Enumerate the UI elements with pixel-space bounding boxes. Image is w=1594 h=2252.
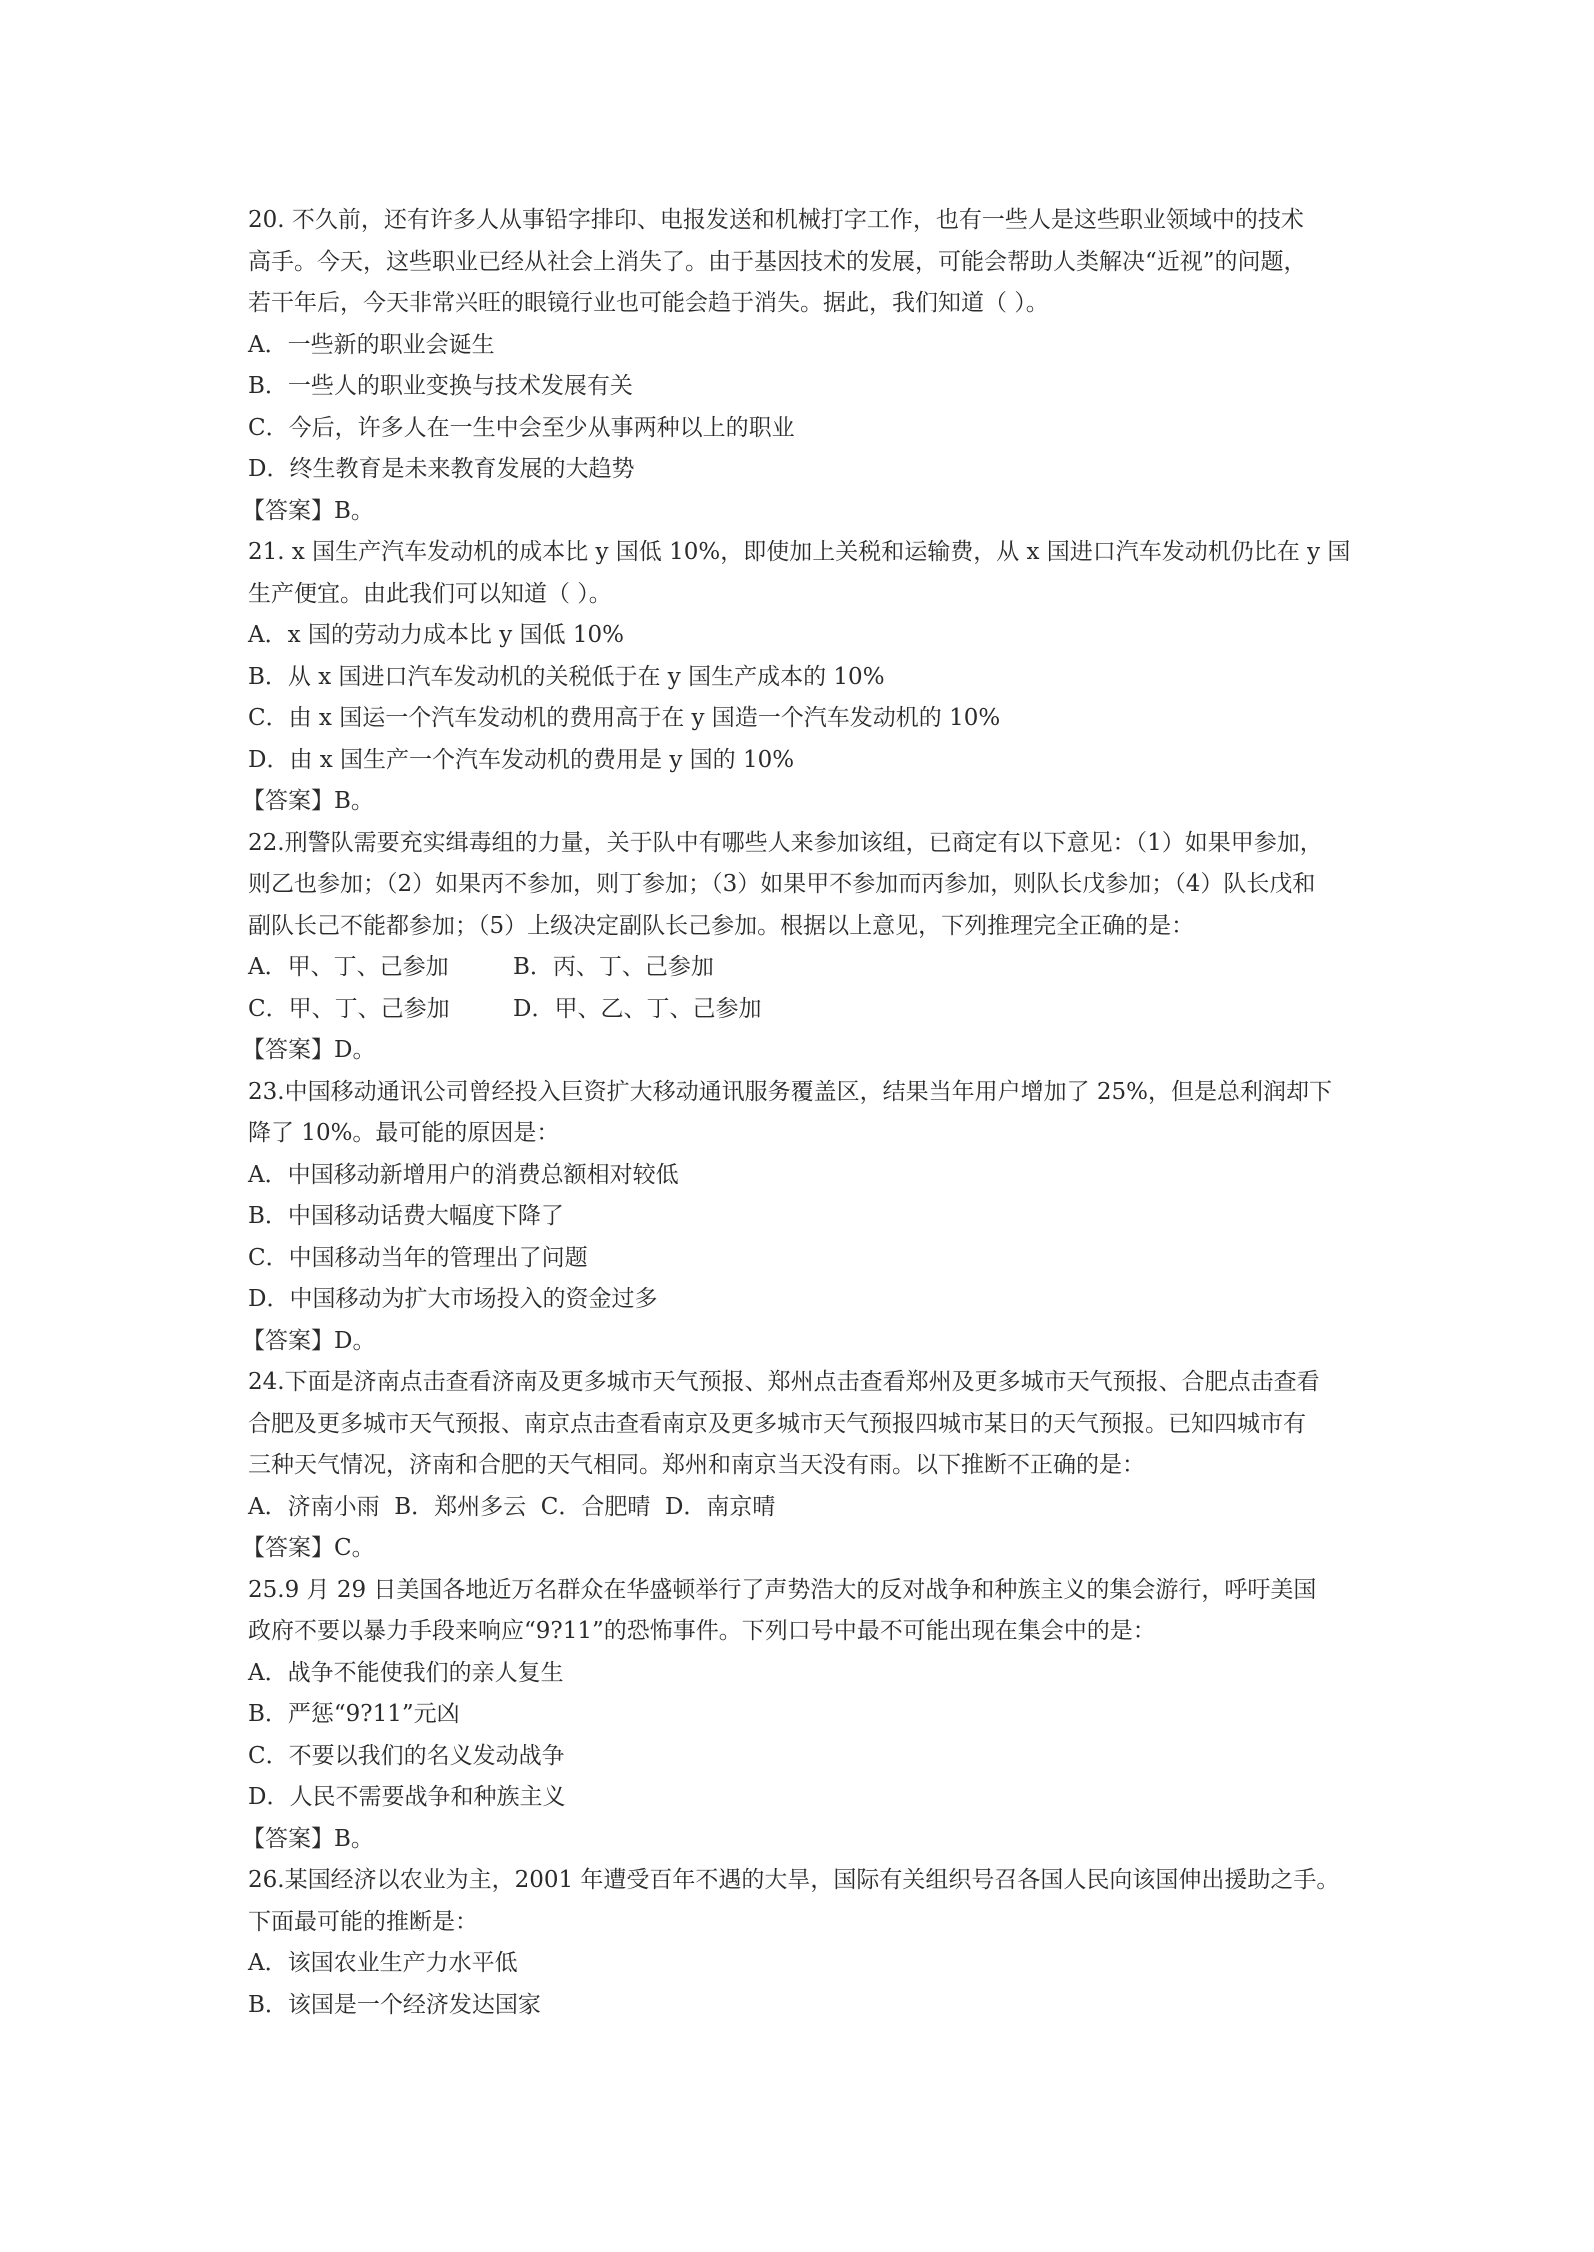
question-text-line: 高手。今天，这些职业已经从社会上消失了。由于基因技术的发展，可能会帮助人类解决“近视”的问题， xyxy=(248,248,1307,275)
option-d: D．人民不需要战争和种族主义 xyxy=(248,1784,566,1810)
option-b: B．该国是一个经济发达国家 xyxy=(248,1991,541,2018)
question-text-line: 则乙也参加；（2）如果丙不参加，则丁参加；（3）如果甲不参加而丙参加，则队长戊参加；（4）队长戊和 xyxy=(248,871,1316,897)
answer-label: 【答案】B。 xyxy=(242,788,374,814)
option-b: B．丙、丁、己参加 xyxy=(513,954,714,980)
question-26 xyxy=(248,1860,1358,2026)
question-text-line: 三种天气情况，济南和合肥的天气相同。郑州和南京当天没有雨。以下推断不正确的是： xyxy=(248,1452,1145,1478)
question-text-line: 24.下面是济南点击查看济南及更多城市天气预报、郑州点击查看郑州及更多城市天气预报、合肥点击查看 xyxy=(248,1369,1320,1395)
question-text-line: 合肥及更多城市天气预报、南京点击查看南京及更多城市天气预报四城市某日的天气预报。已知四城市有 xyxy=(248,1410,1306,1437)
question-21 xyxy=(242,532,1358,823)
option-c: C．由 x 国运一个汽车发动机的费用高于在 y 国造一个汽车发动机的 10% xyxy=(248,705,1001,731)
question-text-line: 21. x 国生产汽车发动机的成本比 y 国低 10%，即使加上关税和运输费，从 x 国进口汽车发动机仍比在 y 国 xyxy=(248,539,1351,565)
answer-label: 【答案】B。 xyxy=(242,1825,374,1852)
option-b: B．严惩“9?11”元凶 xyxy=(248,1701,460,1727)
option-b: B．中国移动话费大幅度下降了 xyxy=(248,1203,564,1229)
option-d: D．终生教育是未来教育发展的大趋势 xyxy=(248,456,635,482)
question-text-line: 副队长己不能都参加；（5）上级决定副队长己参加。根据以上意见，下列推理完全正确的是： xyxy=(248,912,1195,939)
option-c: C．不要以我们的名义发动战争 xyxy=(248,1742,565,1769)
question-23 xyxy=(242,1072,1358,1363)
option-a: A．甲、丁、己参加 xyxy=(248,954,449,980)
option-row xyxy=(248,947,1358,989)
option-c: C．甲、丁、己参加 xyxy=(248,995,450,1022)
question-text-line: 26.某国经济以农业为主，2001 年遭受百年不遇的大旱，国际有关组织号召各国人民向该国伸出援助之手。 xyxy=(248,1867,1340,1893)
question-text-line: 20. 不久前，还有许多人从事铅字排印、电报发送和机械打字工作，也有一些人是这些职业领域中的技术 xyxy=(248,207,1304,233)
document-page xyxy=(242,200,1358,2026)
option-a: A．该国农业生产力水平低 xyxy=(248,1950,518,1976)
answer-label: 【答案】D。 xyxy=(242,1327,376,1354)
question-22 xyxy=(242,823,1358,1072)
question-text-line: 若干年后，今天非常兴旺的眼镜行业也可能会趋于消失。据此，我们知道（ ）。 xyxy=(248,290,1049,316)
option-b: B．一些人的职业变换与技术发展有关 xyxy=(248,373,633,399)
option-d: D．由 x 国生产一个汽车发动机的费用是 y 国的 10% xyxy=(248,746,795,773)
option-d: D．中国移动为扩大市场投入的资金过多 xyxy=(248,1286,658,1312)
question-text-line: 生产便宜。由此我们可以知道（ ）。 xyxy=(248,580,612,607)
option-row xyxy=(248,989,1358,1031)
question-text-line: 25.9 月 29 日美国各地近万名群众在华盛顿举行了声势浩大的反对战争和种族主义的集会游行，呼吁美国 xyxy=(248,1576,1317,1603)
question-text-line: 政府不要以暴力手段来响应“9?11”的恐怖事件。下列口号中最不可能出现在集会中的是： xyxy=(248,1618,1156,1644)
option-c: C．今后，许多人在一生中会至少从事两种以上的职业 xyxy=(248,414,795,441)
answer-label: 【答案】B。 xyxy=(242,497,374,524)
question-text-line: 23.中国移动通讯公司曾经投入巨资扩大移动通讯服务覆盖区，结果当年用户增加了 25%，但是总利润却下 xyxy=(248,1078,1333,1105)
answer-label: 【答案】C。 xyxy=(242,1535,375,1561)
option-a: A．中国移动新增用户的消费总额相对较低 xyxy=(248,1161,679,1188)
question-25 xyxy=(242,1570,1358,1861)
option-d: D．甲、乙、丁、己参加 xyxy=(513,995,762,1022)
option-a: A．一些新的职业会诞生 xyxy=(248,331,495,358)
answer-label: 【答案】D。 xyxy=(242,1037,376,1063)
question-24 xyxy=(242,1362,1358,1570)
option-c: C．中国移动当年的管理出了问题 xyxy=(248,1244,588,1271)
option-a: A．x 国的劳动力成本比 y 国低 10% xyxy=(248,622,624,648)
question-text-line: 22.刑警队需要充实缉毒组的力量，关于队中有哪些人来参加该组，已商定有以下意见：（1）如果甲参加， xyxy=(248,829,1323,856)
question-20 xyxy=(242,200,1358,532)
question-text-line: 降了 10%。最可能的原因是： xyxy=(248,1120,560,1146)
option-b: B．从 x 国进口汽车发动机的关税低于在 y 国生产成本的 10% xyxy=(248,663,885,690)
option-a: A．战争不能使我们的亲人复生 xyxy=(248,1659,564,1686)
question-text-line: 下面最可能的推断是： xyxy=(248,1908,478,1935)
inline-options: A．济南小雨 B．郑州多云 C．合肥晴 D．南京晴 xyxy=(248,1493,776,1520)
